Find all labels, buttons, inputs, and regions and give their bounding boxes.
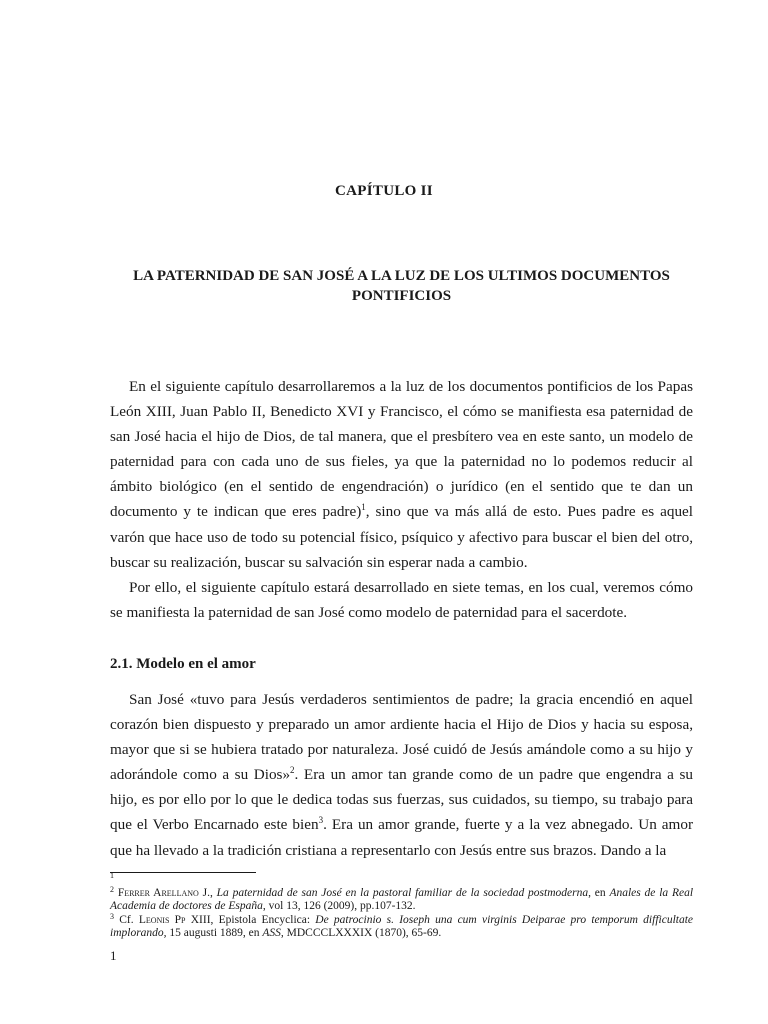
footnote-1-number: 1 xyxy=(110,871,114,880)
footnote-3-author: Leonis Pp xyxy=(138,913,186,926)
footnote-3-mid: XIII, Epistola Encyclica: xyxy=(185,913,316,926)
footnote-1 xyxy=(110,873,693,887)
section-text-b: . Era un amor tan grande como de un padre que engendra a su hijo, es por ello por lo que le dedica todas sus fuerzas, sus cuidados, su tiempo, su trabajo para que el Verbo Encarnado este bien xyxy=(110,766,693,834)
section-heading: 2.1. Modelo en el amor xyxy=(110,656,256,672)
footnote-3-pre: Cf. xyxy=(119,913,139,926)
section-text-a: San José «tuvo para Jesús verdaderos sentimientos de padre; la gracia encendió en aquel corazón bien dispuesto y preparado un amor ardiente hacia el Hijo de Dios y hacia su esposa, mayor que si se hubiera tratado por naturaleza. José cuidó de Jesús amándole como a su hijo y adorándole como a su Dios» xyxy=(110,691,693,784)
footnote-2-journal: Anales de la Real Academia de doctores de España xyxy=(110,886,694,913)
section-paragraph xyxy=(110,687,693,863)
footnote-3-number: 3 xyxy=(110,911,114,921)
footnote-3-date: 15 augusti 1889, en xyxy=(166,927,263,940)
footnote-3-rest: MDCCCLXXXIX (1870), 65-69. xyxy=(283,927,442,940)
intro-p1-text-b: , sino que va más allá de esto. Pues padre es aquel varón que hace uso de todo su potencial físico, psíquico y afectivo para buscar el bien del otro, buscar su realización, buscar su salvación sin esperar nada a cambio. xyxy=(110,503,693,571)
footnote-3 xyxy=(110,911,694,941)
footnote-2-rest: , vol 13, 126 (2009), pp.107-132. xyxy=(262,900,416,913)
footnote-3-journal: ASS, xyxy=(262,927,284,940)
footnote-2-in: , en xyxy=(588,886,610,899)
section-text xyxy=(110,687,693,863)
footnote-3-work: De patrocinio s. Ioseph una cum virginis Deiparae pro temporum difficultate implorando, xyxy=(110,913,694,940)
footnote-2-author: Ferrer Arellano J. xyxy=(117,886,210,899)
intro-paragraph-2: Por ello, el siguiente capítulo estará desarrollado en siete temas, en los cual, veremos cómo se manifiesta la paternidad de san José como modelo de paternidad para el sacerdote. xyxy=(110,578,693,621)
footnotes xyxy=(110,873,693,941)
intro-paragraph-1 xyxy=(110,374,693,575)
page-number: 1 xyxy=(110,948,117,963)
section-text-c: . Era un amor grande, fuerte y a la vez abnegado. Un amor que ha llevado a la tradición cristiana a representarlo con Jesús entre sus brazos. Dando a la xyxy=(110,816,693,859)
footnote-2-sep: , xyxy=(209,886,217,899)
intro-text xyxy=(110,374,693,625)
footnote-ref-1: 1 xyxy=(361,502,366,513)
chapter-title: LA PATERNIDAD DE SAN JOSÉ A LA LUZ DE LOS ULTIMOS DOCUMENTOS PONTIFICIOS xyxy=(133,268,670,304)
footnote-ref-2: 2 xyxy=(290,765,295,776)
footnote-2-number: 2 xyxy=(110,884,114,894)
footnote-ref-3: 3 xyxy=(318,815,324,826)
chapter-heading: CAPÍTULO II xyxy=(335,183,433,199)
footnote-2-work: La paternidad de san José en la pastoral familiar de la sociedad postmoderna xyxy=(216,886,589,899)
footnote-2 xyxy=(110,884,694,914)
intro-p1-text-a: En el siguiente capítulo desarrollaremos a la luz de los documentos pontificios de los Papas León XIII, Juan Pablo II, Benedicto XVI y Francisco, el cómo se manifiesta esa paternidad de san José hacia el hijo de Dios, de tal manera, que el presbítero vea en este santo, un modelo de paternidad para con cada uno de sus fieles, ya que la paternidad no lo podemos reducir al ámbito biológico (en el sentido de engendración) o jurídico (en el sentido que te dan un documento y te indican que eres padre) xyxy=(110,378,693,521)
